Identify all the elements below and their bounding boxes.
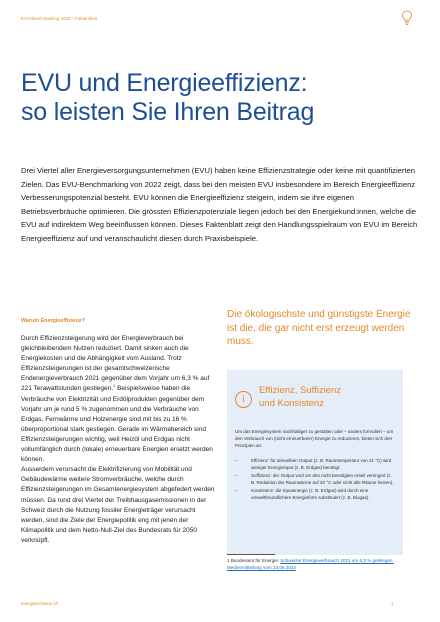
info-title-line-1: Effizienz, Suffizienz bbox=[259, 385, 342, 396]
list-item-text: Effizienz: für denselben Output (z. B. Raumtemperatur von 21 °C) wird weniger Energieinput (z. B. Erdgas) benötigt. bbox=[251, 458, 392, 470]
info-icon: i bbox=[235, 391, 252, 408]
pull-quote bbox=[227, 308, 422, 349]
intro-paragraph: Drei Viertel aller Energieversorgungsunternehmen (EVU) haben keine Effizienzstrategie oder keine mit quantifizierten Zielen. Das EVU-Benchmarking von 2022 zeigt, dass bei den meisten EVU insbesondere im Bereich Energieeffizienz Verbesserungspotenzial besteht. EVU können die Energieeffizienz steigern, indem sie ihre eigenen Betriebsverbräuche optimieren. Die grössten Effizienzpotenziale liegen jedoch bei den Energiekund:innen, welche die EVU auf indirektem Weg beeinflussen können. Dieses Faktenblatt zeigt den Handlungsspielraum von EVU im Bereich Energieeffizienz auf und veranschaulicht diesen durch Praxisbeispiele. bbox=[21, 166, 418, 243]
running-title: EVU-Benchmarking 2022 – Faktenblatt bbox=[21, 16, 98, 21]
info-title-line-2: und Konsistenz bbox=[259, 398, 324, 409]
body-paragraph-2: Ausserdem verursacht die Elektrifizierung von Mobilität und Gebäudewärme weitere Stromverbräuche, welche durch Effizienzsteigerungen im Gesamtenergiesystem abgefedert werden müssen. Da rund drei Viertel der Treibhausgasemissionen in der Schweiz durch die Nutzung fossiler Energieträger verursacht werden, sind die Ziele der Energiepolitik eng mit jenen der Klimapolitik und dem Netto-Null-Ziel des Bundesrats für 2050 verknüpft. bbox=[21, 466, 215, 544]
title-line-2: so leisten Sie Ihren Beitrag bbox=[21, 98, 315, 126]
dash-bullet: – bbox=[235, 458, 238, 463]
dash-bullet: – bbox=[235, 488, 238, 493]
why-efficiency-section bbox=[21, 318, 218, 546]
principles-list bbox=[235, 457, 397, 502]
lightbulb-icon bbox=[401, 10, 413, 26]
body-paragraph-1 bbox=[21, 334, 218, 465]
list-item bbox=[235, 472, 397, 486]
info-box-intro: Um das Energiesystem nachhaltiger zu gestalten oder – anders formuliert – um den Verbrauch von (nicht erneuerbarer) Energie zu reduzieren, bieten sich drei Prinzipien an: bbox=[235, 429, 394, 449]
page-number: 1 bbox=[391, 601, 394, 606]
footnote bbox=[227, 557, 405, 572]
section-heading: Warum Energieeffizienz? bbox=[21, 318, 85, 324]
dash-bullet: – bbox=[235, 473, 238, 478]
para1-after: Beispielsweise haben die Verbräuche von Elektrizität und Erdölprodukten gegenüber dem Vorjahr um je rund 5 % zugenommen und die Verbräuche von Erdgas, Fernwärme und Holzenergie sind mit bis zu 16 % überproportional stark gestiegen. Gerade im Wärmebereich sind Effizienzsteigerungen wichtig, weil Heizöl und Erdgas nicht vollumfänglich durch (lokale) erneuerbare Energien ersetzt werden können. bbox=[21, 385, 213, 464]
footnote-text: 1 Bundesamt für Energie: bbox=[227, 558, 281, 563]
quote-text: Die ökologischste und günstigste Energie ist die, die gar nicht erst erzeugt werden muss. bbox=[227, 309, 411, 347]
footnote-link[interactable]: Schweizer Energieverbrauch 2021 um 6,3 % gestiegen. Medienmitteilung vom 23.06.2022 bbox=[227, 558, 394, 571]
footer-website-link[interactable]: energieschweiz.ch bbox=[21, 601, 59, 606]
footnote-divider bbox=[227, 554, 275, 555]
para1-before: Durch Effizienzsteigerung wird der Energieverbrauch bei gleichbleibendem Nutzen reduziert. Damit sinken auch die Energiekosten und die Abhängigkeit vom Ausland. Trotz Effizienzsteigerungen ist der gesamtschweizerische Endenergieverbrauch 2021 gegenüber dem Vorjahr um 6,3 % auf 221 Terawattstunden gestiegen. bbox=[21, 335, 210, 393]
info-box-title bbox=[259, 384, 399, 410]
list-item-text: Konsistenz: die Inputenergie (z. B. Erdgas) wird durch eine umweltfreundlichere Energieform substituiert (z. B. Biogas). bbox=[251, 488, 370, 500]
info-box bbox=[227, 370, 403, 555]
footnote-marker[interactable]: 1 bbox=[113, 383, 116, 389]
page-title bbox=[21, 69, 421, 127]
list-item bbox=[235, 457, 397, 471]
list-item-text: Suffizienz: der Output wird um den nicht benötigten Anteil verringert (z. B. Reduktion der Raumwärme auf 20 °C oder nicht alle Räume heizen). bbox=[251, 473, 394, 485]
title-line-1: EVU und Energieeffizienz: bbox=[21, 69, 308, 97]
section-body bbox=[21, 334, 218, 546]
list-item bbox=[235, 487, 397, 501]
